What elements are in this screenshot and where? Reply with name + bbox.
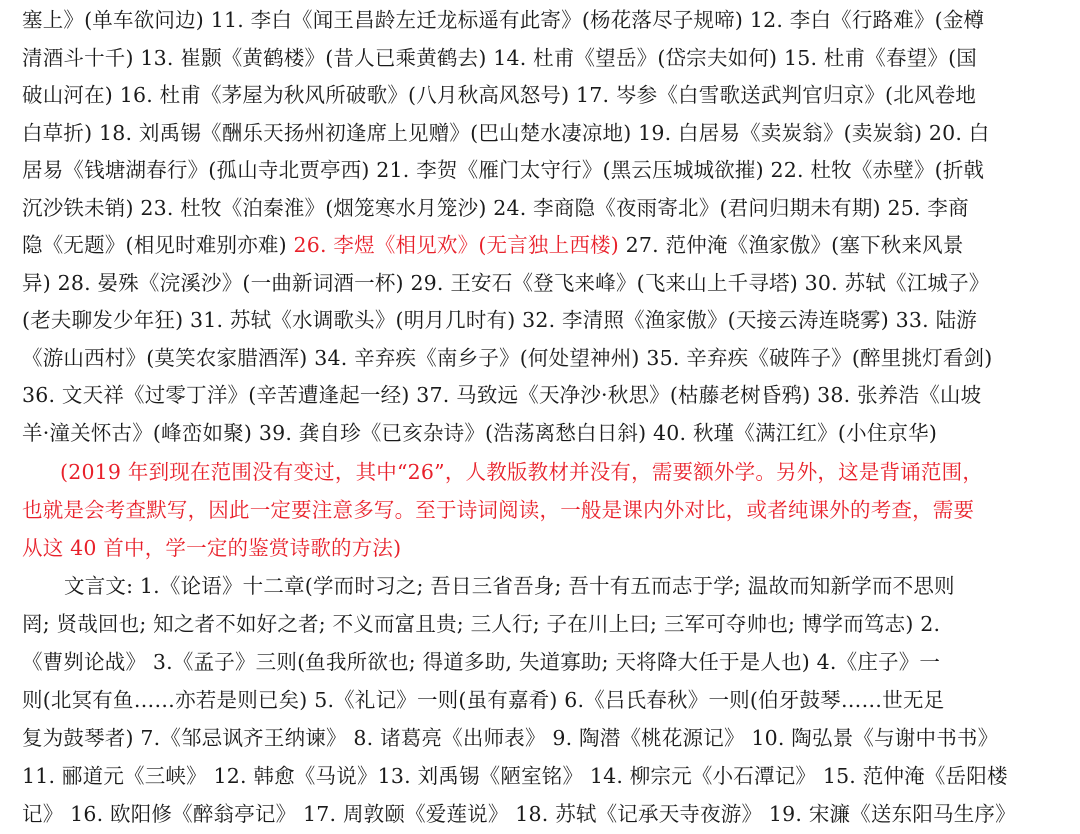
- poem-list-line-7-prefix: 隐《无题》(相见时难别亦难): [22, 233, 294, 257]
- poem-list-line-7-suffix: 27. 范仲淹《渔家傲》(塞下秋来风景: [618, 233, 964, 257]
- poem-list-line-1: 塞上》(单车欲问边) 11. 李白《闻王昌龄左迁龙标遥有此寄》(杨花落尽子规啼) 12. 李白《行路难》(金樽: [22, 8, 985, 32]
- poem-list-line-3: 破山河在) 16. 杜甫《茅屋为秋风所破歌》(八月秋高风怒号) 17. 岑参《白雪歌送武判官归京》(北风卷地: [22, 83, 977, 107]
- poem-list-line-2: 清酒斗十千) 13. 崔颢《黄鹤楼》(昔人已乘黄鹤去) 14. 杜甫《望岳》(岱宗夫如何) 15. 杜甫《春望》(国: [22, 46, 977, 70]
- note-line-1: (2019 年到现在范围没有变过，其中“26”，人教版教材并没有，需要额外学。另外，这是背诵范围，: [60, 460, 984, 484]
- prose-list-line-2: 罔; 贤哉回也; 知之者不如好之者; 不义而富且贵; 三人行; 子在川上曰; 三军可夺帅也; 博学而笃志) 2.: [22, 612, 941, 636]
- poem-list-line-9: (老夫聊发少年狂) 31. 苏轼《水调歌头》(明月几时有) 32. 李清照《渔家傲》(天接云涛连晓雾) 33. 陆游: [22, 308, 977, 332]
- poem-list-line-10: 《游山西村》(莫笑农家腊酒浑) 34. 辛弃疾《南乡子》(何处望神州) 35. 辛弃疾《破阵子》(醉里挑灯看剑): [22, 346, 993, 370]
- poem-list-line-11: 36. 文天祥《过零丁洋》(辛苦遭逢起一经) 37. 马致远《天净沙·秋思》(枯藤老树昏鸦) 38. 张养浩《山坡: [22, 383, 982, 407]
- poem-list-line-6: 沉沙铁未销) 23. 杜牧《泊秦淮》(烟笼寒水月笼沙) 24. 李商隐《夜雨寄北》(君问归期未有期) 25. 李商: [22, 196, 969, 220]
- prose-list-line-1: 文言文: 1.《论语》十二章(学而时习之; 吾日三省吾身; 吾十有五而志于学; 温故而知新学而不思则: [64, 574, 955, 598]
- prose-list-line-4: 则(北冥有鱼……亦若是则已矣) 5.《礼记》一则(虽有嘉肴) 6.《吕氏春秋》一则(伯牙鼓琴……世无足: [22, 688, 945, 712]
- poem-list-line-4: 白草折) 18. 刘禹锡《酬乐天扬州初逢席上见赠》(巴山楚水凄凉地) 19. 白居易《卖炭翁》(卖炭翁) 20. 白: [22, 121, 990, 145]
- note-line-2: 也就是会考查默写，因此一定要注意多写。至于诗词阅读，一般是课内外对比，或者纯课外的考查，需要: [22, 498, 975, 522]
- poem-list-line-12: 羊·潼关怀古》(峰峦如聚) 39. 龚自珍《已亥杂诗》(浩荡离愁白日斜) 40. 秋瑾《满江红》(小住京华): [22, 421, 938, 445]
- note-line-3: 从这 40 首中，学一定的鉴赏诗歌的方法): [22, 536, 402, 560]
- poem-list-line-8: 异) 28. 晏殊《浣溪沙》(一曲新词酒一杯) 29. 王安石《登飞来峰》(飞来山上千寻塔) 30. 苏轼《江城子》: [22, 271, 990, 295]
- prose-list-line-7: 记》 16. 欧阳修《醉翁亭记》 17. 周敦颐《爱莲说》 18. 苏轼《记承天寺夜游》 19. 宋濂《送东阳马生序》: [22, 802, 1016, 826]
- poem-list-line-5: 居易《钱塘湖春行》(孤山寺北贾亭西) 21. 李贺《雁门太守行》(黑云压城城欲摧) 22. 杜牧《赤壁》(折戟: [22, 158, 985, 182]
- prose-list-line-3: 《曹刿论战》 3.《孟子》三则(鱼我所欲也; 得道多助, 失道寡助; 天将降大任于是人也) 4.《庄子》一: [22, 650, 941, 674]
- highlighted-poem-26: 26. 李煜《相见欢》(无言独上西楼): [293, 233, 619, 257]
- poem-list-line-7: [22, 225, 1062, 265]
- prose-list-line-5: 复为鼓琴者) 7.《邹忌讽齐王纳谏》 8. 诸葛亮《出师表》 9. 陶潜《桃花源记》 10. 陶弘景《与谢中书书》: [22, 726, 999, 750]
- prose-list-line-6: 11. 郦道元《三峡》 12. 韩愈《马说》13. 刘禹锡《陋室铭》 14. 柳宗元《小石潭记》 15. 范仲淹《岳阳楼: [22, 764, 1008, 788]
